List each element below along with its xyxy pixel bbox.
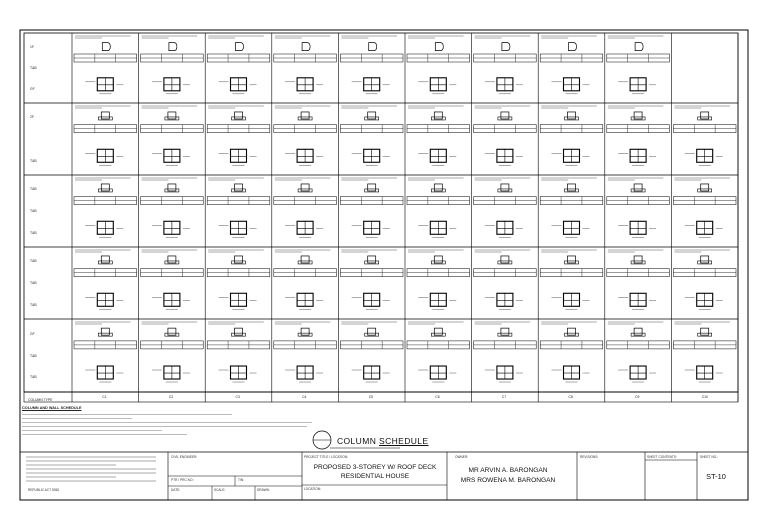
schedule-row-label: T&B [30, 209, 37, 213]
column-base [232, 189, 246, 192]
notes-lines [22, 414, 312, 435]
owner-line1: MR ARVIN A. BARONGAN [468, 467, 548, 474]
column-section-mark [369, 43, 377, 51]
column-base [98, 117, 112, 120]
column-section [101, 256, 109, 263]
schedule-row-label: T&B [30, 281, 37, 285]
column-section [634, 256, 642, 263]
column-section-mark [435, 43, 443, 51]
column-section [568, 112, 576, 119]
column-section [501, 256, 509, 263]
project-title-line2: RESIDENTIAL HOUSE [340, 473, 410, 480]
column-section [501, 112, 509, 119]
column-base [298, 333, 312, 336]
schedule-notes [22, 406, 312, 438]
column-section [701, 184, 709, 191]
column-section [101, 112, 109, 119]
drawn-label: DRAWN: [257, 488, 270, 492]
column-base [498, 333, 512, 336]
column-base [365, 333, 379, 336]
column-base [232, 261, 246, 264]
column-section [568, 256, 576, 263]
owner-label: OWNER: [455, 455, 469, 459]
column-section-mark [102, 43, 110, 51]
logo-word-column: COLUMN [337, 436, 377, 446]
column-base [232, 117, 246, 120]
column-section [701, 112, 709, 119]
column-base [431, 261, 445, 264]
column-section-mark [635, 43, 643, 51]
sheet-title-logo [337, 436, 429, 446]
column-base [298, 261, 312, 264]
column-base [298, 189, 312, 192]
schedule-column-label: C9 [635, 395, 640, 399]
column-section-mark [169, 43, 177, 51]
column-base [165, 261, 179, 264]
column-base [98, 261, 112, 264]
column-section [168, 256, 176, 263]
column-section [568, 328, 576, 335]
schedule-column-label: C5 [368, 395, 374, 399]
column-base [565, 117, 579, 120]
column-base [631, 117, 645, 120]
column-section [235, 328, 243, 335]
schedule-row-label: T&B [30, 158, 37, 163]
schedule-row-label: T&B [30, 66, 37, 70]
column-section [434, 256, 442, 263]
schedule-column-label: C4 [302, 395, 307, 399]
civil-engineer-label: CIVIL ENGINEER: [171, 455, 198, 459]
column-base [232, 333, 246, 336]
column-base [431, 333, 445, 336]
column-section [501, 328, 509, 335]
project-title-line1: PROPOSED 3-STOREY W/ ROOF DECK [313, 464, 437, 471]
schedule-row-label: GF [30, 331, 35, 336]
disclaimer-label: REPUBLIC ACT 9266 [28, 488, 59, 492]
revisions-label: REVISIONS: [580, 455, 599, 459]
column-section [301, 184, 309, 191]
column-base [431, 117, 445, 120]
column-base [98, 189, 112, 192]
schedule-row-label: T&B [30, 230, 37, 235]
schedule-column-label: C2 [168, 395, 174, 399]
schedule-row-label: T&B [30, 259, 37, 264]
column-base [365, 261, 379, 264]
schedule-column-label: C3 [235, 395, 240, 399]
column-section [434, 328, 442, 335]
schedule-column-label: C1 [102, 395, 107, 399]
column-base [631, 333, 645, 336]
column-section [368, 112, 376, 119]
notes-title: COLUMN AND WALL SCHEDULE [22, 406, 82, 410]
column-section [301, 112, 309, 119]
column-section [634, 112, 642, 119]
schedule-row-label: GF [30, 87, 35, 91]
column-base [365, 189, 379, 192]
column-section [434, 184, 442, 191]
column-base [498, 189, 512, 192]
schedule-column-label: C7 [501, 395, 507, 399]
logo-word-schedule: SCHEDULE [379, 436, 429, 446]
schedule-row-label: T&B [30, 375, 37, 380]
column-section [501, 184, 509, 191]
column-base [365, 117, 379, 120]
column-section [235, 112, 243, 119]
column-base [165, 189, 179, 192]
column-base [565, 189, 579, 192]
column-base [631, 261, 645, 264]
bottom-row-label: COLUMN TYPE [28, 398, 53, 402]
ptr-label: PTR / PRC NO.: [171, 478, 195, 482]
column-section [301, 328, 309, 335]
scale-label: SCALE: [214, 488, 226, 492]
column-section [235, 184, 243, 191]
column-base [298, 117, 312, 120]
column-section-mark [236, 43, 244, 51]
column-base [698, 261, 712, 264]
schedule-bottom-row [24, 392, 738, 402]
column-base [698, 189, 712, 192]
location-label: LOCATION: [304, 487, 321, 491]
column-section [634, 184, 642, 191]
project-title-label: PROJECT TITLE / LOCATION: [304, 455, 348, 459]
column-section [634, 328, 642, 335]
column-section [701, 256, 709, 263]
column-section [368, 328, 376, 335]
column-section [434, 112, 442, 119]
column-section [101, 328, 109, 335]
owner-line2: MRS ROWENA M. BARONGAN [460, 477, 556, 484]
sheet-contents-label: SHEET CONTENTS: [647, 455, 677, 459]
column-base [565, 333, 579, 336]
column-base [431, 189, 445, 192]
schedule-row-label: T&B [30, 187, 37, 192]
column-base [498, 261, 512, 264]
column-base [498, 117, 512, 120]
column-section [368, 256, 376, 263]
column-section [168, 328, 176, 335]
sheet-number: ST-10 [706, 472, 726, 481]
column-base [698, 333, 712, 336]
schedule-column-label: C6 [435, 395, 440, 399]
column-section [368, 184, 376, 191]
column-section [168, 112, 176, 119]
tin-label: TIN: [238, 478, 245, 482]
date-label: DATE: [171, 488, 181, 492]
schedule-frame [24, 33, 738, 392]
schedule-row-label: T&B [30, 302, 37, 307]
schedule-row-label: 2F [30, 115, 34, 120]
column-section-mark [302, 43, 310, 51]
column-base [98, 333, 112, 336]
schedule-column-label: C8 [568, 395, 573, 399]
column-section [701, 328, 709, 335]
column-section [235, 256, 243, 263]
column-base [698, 117, 712, 120]
schedule-column-label: C10 [701, 395, 708, 399]
sheet-no-label: SHEET NO.: [700, 455, 719, 459]
column-section-mark [569, 43, 577, 51]
column-base [165, 333, 179, 336]
column-section [568, 184, 576, 191]
column-section-mark [502, 43, 510, 51]
schedule-row-label: 1F [30, 45, 34, 49]
column-base [565, 261, 579, 264]
column-section [101, 184, 109, 191]
column-section [168, 184, 176, 191]
schedule-row-label: T&B [30, 353, 37, 358]
column-section [301, 256, 309, 263]
column-base [165, 117, 179, 120]
column-base [631, 189, 645, 192]
